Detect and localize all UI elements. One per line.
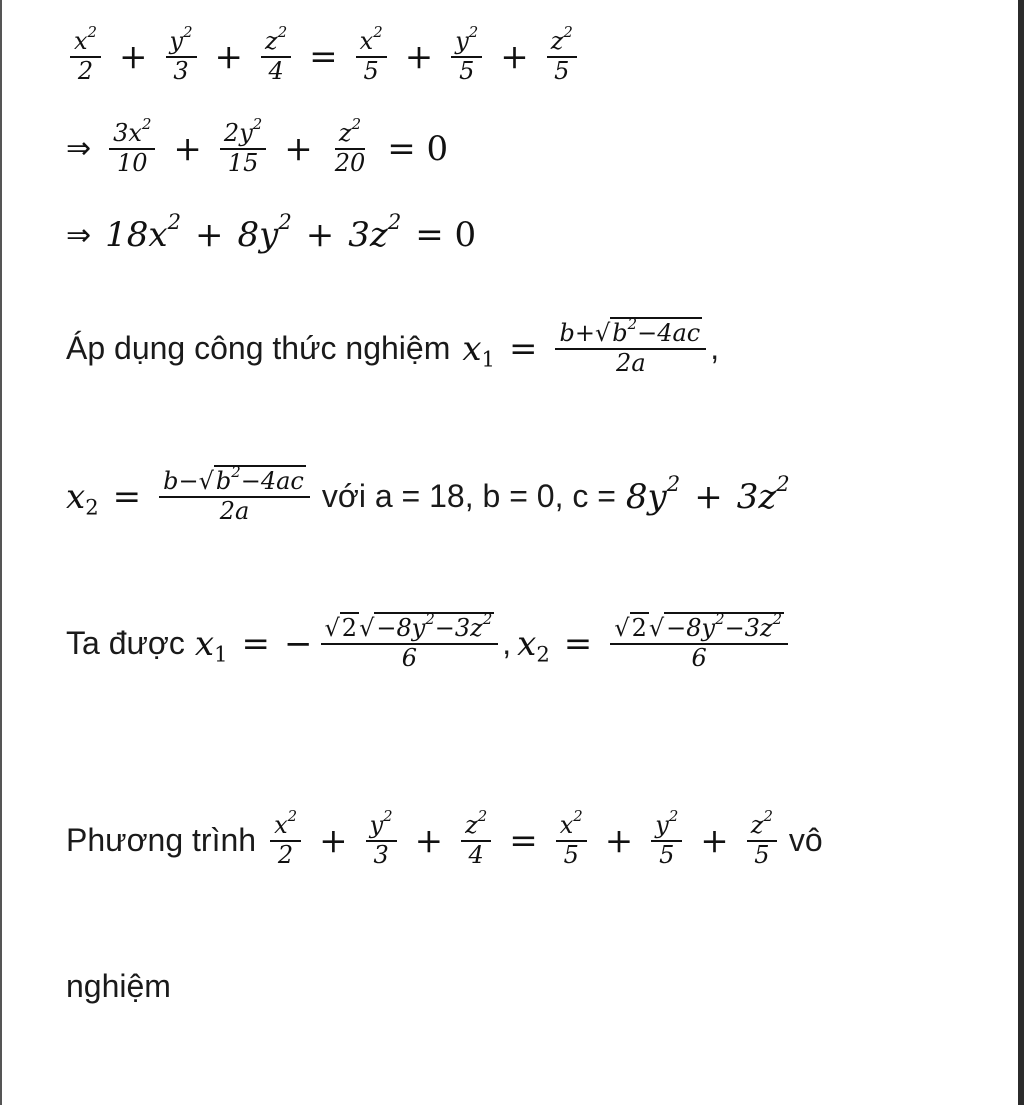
formula-intro-text: Áp dụng công thức nghiệm bbox=[66, 330, 451, 367]
quadratic-formula-minus: $\frac{b-√b^2-4ac}{2a}$ bbox=[159, 468, 310, 525]
solutions-line: Ta được $x_1$ = − $\frac{√2√-8y^2-3z^2}{6}$ , $x_2$ = $\frac{√2√-8y^2-3z^2}{6}$ bbox=[66, 615, 792, 672]
fraction-z2-over-4: $\frac{z^2}{4}$ bbox=[261, 28, 291, 85]
fraction-y2-over-3: $\frac{y^2}{3}$ bbox=[166, 28, 197, 85]
fraction-3x2-over-10: $\frac{3x^2}{10}$ bbox=[109, 120, 155, 177]
conclusion-line: Phương trình $\frac{x^2}{2}$ + $\frac{y^2}{3}$ + $\frac{z^2}{4}$ = $\frac{x^2}{5}$ + $\frac{y^2}{5}$ + $\frac{z^2}{5}$ vô bbox=[66, 807, 823, 869]
formula-line-x1: Áp dụng công thức nghiệm $x_1$ = $\frac{b+√b^2-4ac}{2a}$ , bbox=[66, 315, 720, 377]
conclusion-text: Phương trình bbox=[66, 822, 257, 859]
fraction-z2-over-5: $\frac{z^2}{5}$ bbox=[547, 28, 577, 85]
coefficients-text: với a = 18, b = 0, c = bbox=[321, 478, 616, 515]
quadratic-formula-plus: $\frac{b+√b^2-4ac}{2a}$ bbox=[555, 320, 706, 377]
fraction-x2-over-2: $\frac{x^2}{2}$ bbox=[70, 28, 101, 85]
fraction-y2-over-5: $\frac{y^2}{5}$ bbox=[451, 28, 482, 85]
equation-line-3: ⇒ $18x^2$ + $8y^2$ + $3z^2$ = 0 bbox=[66, 209, 477, 255]
solution-x1-fraction: $\frac{√2√-8y^2-3z^2}{6}$ bbox=[321, 615, 499, 672]
left-border bbox=[0, 0, 2, 1105]
implies-arrow-icon: ⇒ bbox=[66, 131, 92, 167]
solutions-intro-text: Ta được bbox=[66, 625, 185, 662]
conclusion-line-continued: nghiệm bbox=[66, 968, 171, 1004]
equation-line-2: ⇒ $\frac{3x^2}{10}$ + $\frac{2y^2}{15}$ + $\frac{z^2}{20}$ = 0 bbox=[66, 115, 449, 177]
equation-line-1: $\frac{x^2}{2}$ + $\frac{y^2}{3}$ + $\frac{z^2}{4}$ = $\frac{x^2}{5}$ + $\frac{y^2}{5}$ + $\frac{z^2}{5}$ bbox=[66, 28, 581, 85]
fraction-2y2-over-15: $\frac{2y^2}{15}$ bbox=[220, 120, 266, 177]
formula-line-x2: $x_2$ = $\frac{b-√b^2-4ac}{2a}$ với a = 18, b = 0, c = $8y^2$ + $3z^2$ bbox=[66, 463, 790, 525]
implies-arrow-icon: ⇒ bbox=[66, 217, 92, 253]
fraction-z2-over-20: $\frac{z^2}{20}$ bbox=[334, 115, 366, 177]
right-border bbox=[1018, 0, 1024, 1105]
solution-x2-fraction: $\frac{√2√-8y^2-3z^2}{6}$ bbox=[610, 615, 788, 672]
fraction-x2-over-5: $\frac{x^2}{5}$ bbox=[356, 28, 387, 85]
